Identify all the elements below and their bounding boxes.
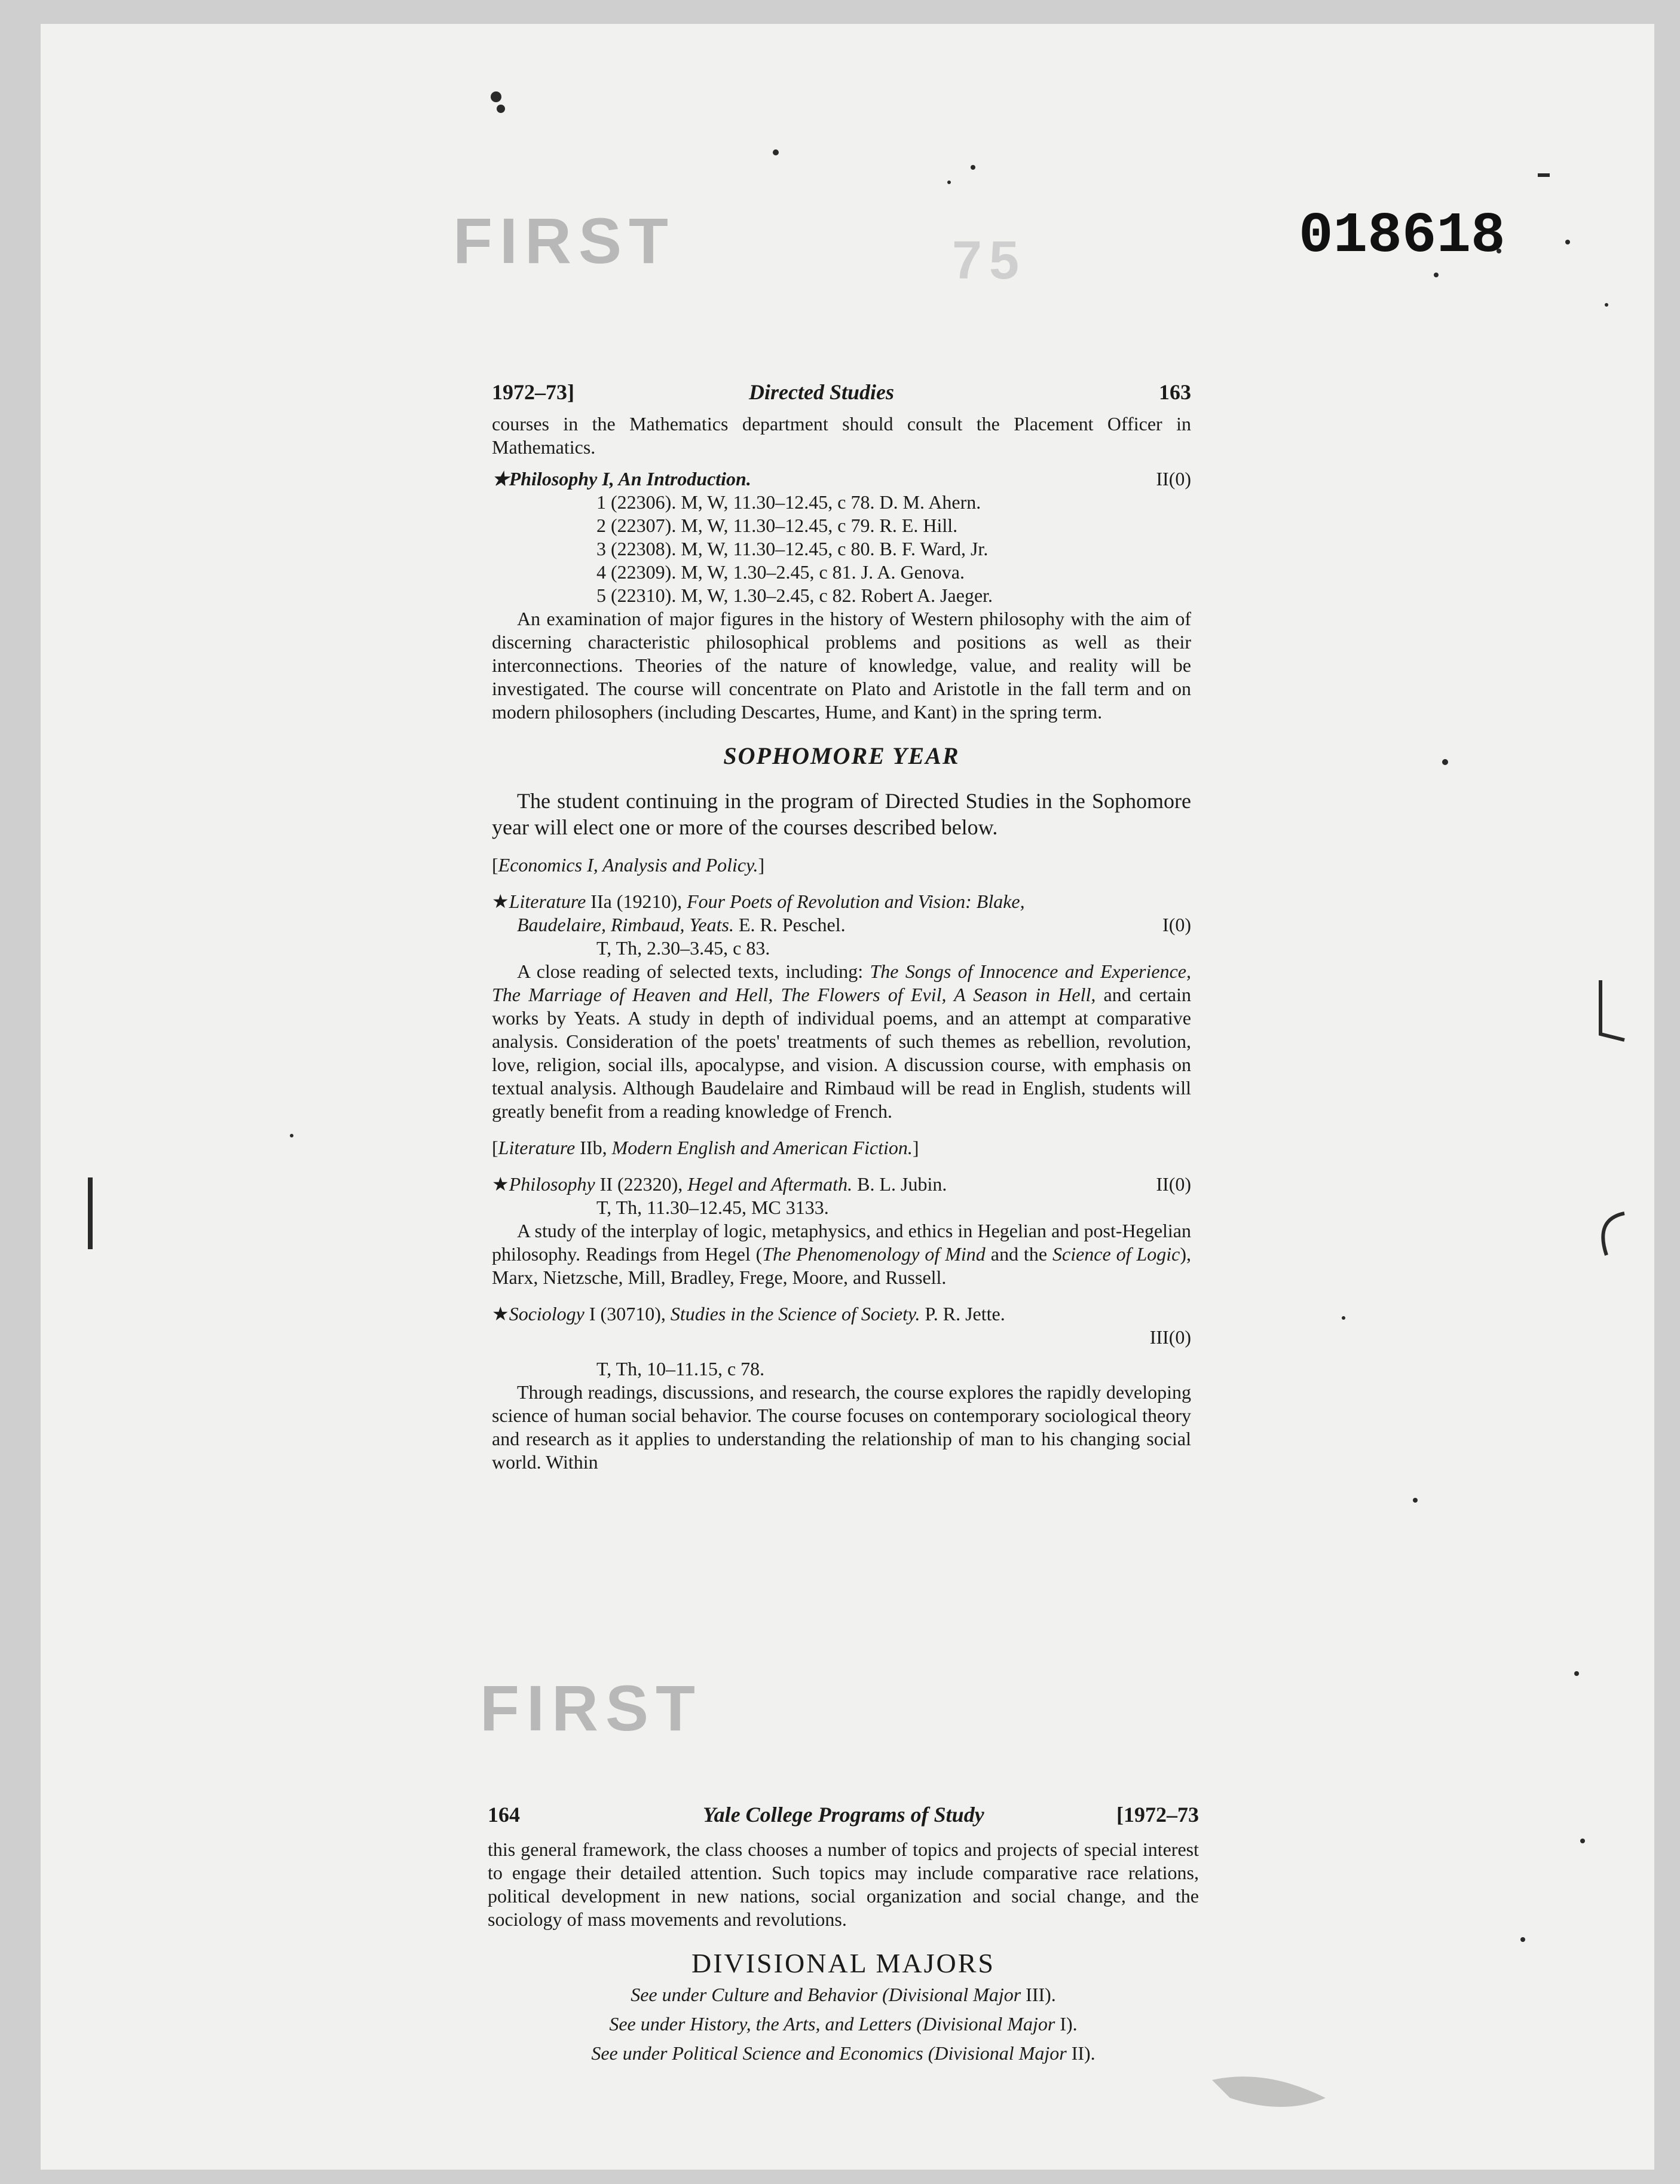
section-row: 3 (22308). M, W, 11.30–12.45, c 80. B. F. Ward, Jr. [596, 538, 989, 559]
course-name: Philosophy I, An Introduction. [509, 468, 751, 490]
margin-mark [1603, 1213, 1624, 1255]
section-row: 5 (22310). M, W, 1.30–2.45, c 82. Robert A. Jaeger. [596, 585, 993, 606]
course-name: Four Poets of Revolution and Vision: Blake, [687, 891, 1025, 912]
speck [1442, 759, 1448, 765]
course-title [492, 467, 751, 491]
smudge [1212, 2076, 1326, 2107]
section-row: 1 (22306). M, W, 11.30–12.45, c 78. D. M. Ahern. [596, 491, 981, 513]
speck [1520, 1937, 1525, 1942]
see-reference: See under Culture and Behavior (Divisional Major III). [631, 1984, 1056, 2005]
course-literature-2a [492, 890, 1191, 1123]
scanned-page [41, 24, 1654, 2170]
course-number: IIa (19210), [590, 891, 683, 912]
running-header-164 [488, 1802, 1199, 1832]
faded-stamp-number: 75 [952, 231, 1027, 290]
margin-mark [1601, 980, 1624, 1040]
bracketed-course-literature-2b: [Literature IIb, Modern English and American Fiction.] [492, 1137, 919, 1158]
course-philosophy-2 [492, 1173, 1191, 1289]
course-name-cont: Baudelaire, Rimbaud, Yeats. [517, 914, 734, 935]
sophomore-intro: The student continuing in the program of Directed Studies in the Sophomore year will elect one or more of the courses described below. [492, 789, 1191, 839]
speck [1580, 1839, 1585, 1843]
header-title: Directed Studies [749, 380, 894, 404]
running-header-163 [492, 380, 1191, 409]
course-instructor: P. R. Jette. [925, 1303, 1005, 1325]
course-dept: Sociology [509, 1303, 585, 1325]
section-list [492, 491, 1191, 607]
course-description: A close reading of selected texts, including: The Songs of Innocence and Experience, The Marriage of Heaven and Hell, The Flowers of Evil, A Season in Hell, and certain works by Yeats. A study in depth of individual poems, and an attempt at comparative analysis. Consideration of the poets' treatments of such themes as rebellion, revolution, love, religion, social ills, apocalypse, and vision. A discussion course, with emphasis on textual analysis. Although Baudelaire and Rimbaud will be read in English, students will greatly benefit from a reading knowledge of French. [492, 961, 1192, 1122]
header-year: 1972–73] [492, 380, 574, 404]
sociology-continuation: this general framework, the class chooses a number of topics and projects of special interest to engage their detailed attention. Such topics may include comparative race relations, political development in new nations, social organization and social change, and the sociology of mass movements and revolutions. [488, 1839, 1199, 1930]
page-number: 164 [488, 1803, 520, 1827]
course-schedule: T, Th, 11.30–12.45, MC 3133. [596, 1197, 829, 1218]
speck [1605, 303, 1608, 307]
course-sociology-1 [492, 1302, 1191, 1474]
page-164-body [488, 1838, 1199, 2065]
header-year: [1972–73 [1116, 1803, 1199, 1827]
speck [1413, 1498, 1418, 1503]
first-stamp-top: FIRST [453, 204, 675, 277]
speck [1342, 1316, 1345, 1320]
speck [1565, 240, 1570, 244]
speck [971, 165, 975, 170]
speck [1574, 1671, 1579, 1676]
header-title: Yale College Programs of Study [703, 1803, 984, 1827]
course-description: A study of the interplay of logic, metaphysics, and ethics in Hegelian and post-Hegelian philosophy. Readings from Hegel (The Phenomenology of Mind and the Science of Logic), Marx, Nietzsche, Mill, Bradley, Frege, Moore, and Russell. [492, 1220, 1192, 1288]
course-instructor: E. R. Peschel. [738, 914, 846, 935]
course-description: An examination of major figures in the history of Western philosophy with the aim of discerning characteristic philosophical problems and positions as well as their interconnections. Theories of the nature of knowledge, value, and reality will be investigated. The course will concentrate on Plato and Aristotle in the fall term and on modern philosophers (including Descartes, Hume, and Kant) in the spring term. [492, 608, 1191, 723]
page-163-body [492, 412, 1191, 1474]
course-dept: Literature [509, 891, 586, 912]
course-instructor: B. L. Jubin. [857, 1173, 947, 1195]
see-reference: See under History, the Arts, and Letters (Divisional Major I). [609, 2013, 1078, 2035]
speck [773, 149, 779, 155]
course-name: Studies in the Science of Society. [670, 1303, 920, 1325]
speck [1434, 273, 1439, 277]
star-icon: ★ [492, 891, 509, 912]
star-icon: ★ [492, 468, 509, 490]
intro-continuation: courses in the Mathematics department should consult the Placement Officer in Mathematics. [492, 413, 1191, 458]
speck [491, 91, 501, 102]
speck [947, 181, 951, 184]
star-icon: ★ [492, 1173, 509, 1195]
star-icon: ★ [492, 1303, 509, 1325]
section-row: 2 (22307). M, W, 11.30–12.45, c 79. R. E. Hill. [596, 515, 958, 536]
course-philosophy-1 [492, 467, 1191, 491]
course-term: I(0) [1162, 914, 1191, 935]
course-term: II(0) [1156, 468, 1191, 490]
speck [290, 1134, 293, 1137]
course-term: II(0) [1156, 1173, 1191, 1195]
course-term: III(0) [1149, 1326, 1191, 1348]
section-heading-sophomore: SOPHOMORE YEAR [723, 742, 960, 769]
section-heading-divisional-majors: DIVISIONAL MAJORS [691, 1948, 996, 1978]
bracketed-course-economics: [Economics I, Analysis and Policy.] [492, 854, 765, 876]
serial-number: 018618 [1299, 203, 1505, 268]
course-number: II (22320), [599, 1173, 683, 1195]
course-number: I (30710), [589, 1303, 666, 1325]
speck [1538, 173, 1550, 177]
section-row: 4 (22309). M, W, 1.30–2.45, c 81. J. A. Genova. [596, 561, 965, 583]
see-reference: See under Political Science and Economics (Divisional Major II). [591, 2042, 1095, 2064]
course-schedule: T, Th, 10–11.15, c 78. [596, 1358, 765, 1379]
course-schedule: T, Th, 2.30–3.45, c 83. [596, 937, 770, 959]
page-number: 163 [1159, 380, 1191, 404]
course-description: Through readings, discussions, and research, the course explores the rapidly developing science of human social behavior. The course focuses on contemporary sociological theory and research as it applies to understanding the relationship of man to his changing social world. Within [492, 1381, 1191, 1473]
course-dept: Philosophy [509, 1173, 595, 1195]
speck [497, 105, 505, 113]
course-name: Hegel and Aftermath. [687, 1173, 853, 1195]
first-stamp-bottom: FIRST [480, 1672, 702, 1744]
